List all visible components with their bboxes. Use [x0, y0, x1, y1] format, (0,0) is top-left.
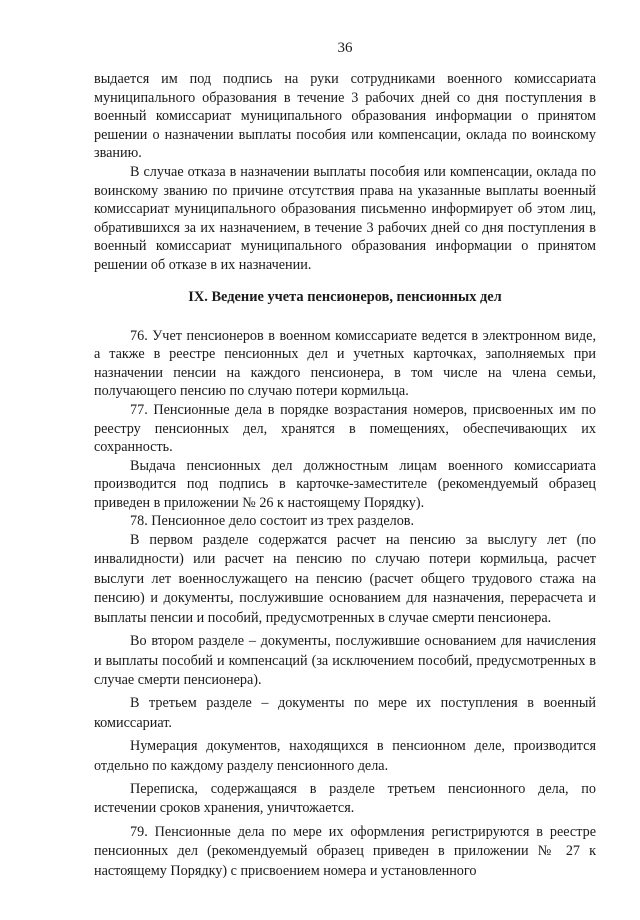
paragraph: Во втором разделе – документы, послужившие основанием для начисления и выплаты пособий и компенсаций (за исключением пособий, предусмотренных в случае смерти пенсионера). — [94, 633, 596, 688]
document-body — [94, 70, 596, 881]
section-heading: IX. Ведение учета пенсионеров, пенсионных дел — [188, 288, 502, 305]
page-number: 36 — [337, 40, 353, 56]
paragraph: Выдача пенсионных дел должностным лицам военного комиссариата производится под подпись в карточке-заместителе (рекомендуемый образец приведен в приложении № 26 к настоящему Порядку). — [94, 457, 596, 511]
paragraph-79: 79. Пенсионные дела по мере их оформления регистрируются в реестре пенсионных дел (рекомендуемый образец приведен в приложении № 27 к настоящему Порядку) с присвоением номера и установленного — [94, 823, 596, 879]
paragraph-78: 78. Пенсионное дело состоит из трех разделов. — [130, 513, 415, 530]
paragraph-76: 76. Учет пенсионеров в военном комиссариате ведется в электронном виде, а также в реестре пенсионных дел и учетных карточках, заполняемых при назначении пенсии на каждого пенсионера, в том числе на члена семьи, получающего пенсию по случаю потери кормильца. — [94, 327, 596, 400]
paragraph: Нумерация документов, находящихся в пенсионном деле, производится отдельно по каждому разделу пенсионного дела. — [94, 738, 596, 774]
paragraph: Переписка, содержащаяся в разделе третьем пенсионного дела, по истечении сроков хранения, уничтожается. — [94, 780, 596, 817]
paragraph: В случае отказа в назначении выплаты пособия или компенсации, оклада по воинскому званию по причине отсутствия права на указанные выплаты военный комиссариат муниципального образования письменно информирует об этом лиц, обратившихся за их назначением, в течение 3 рабочих дней со дня поступления в военный комиссариат муниципального образования информации о принятом решении об отказе в их назначении. — [94, 163, 596, 273]
paragraph: В первом разделе содержатся расчет на пенсию за выслугу лет (по инвалидности) или расчет на пенсию по случаю потери кормильца, расчет выслуги лет военнослужащего на пенсию (расчет общего трудового стажа на пенсию) и документы, послужившие основанием для назначения, перерасчета и выплаты пенсии и пособий, предусмотренных в случае смерти пенсионера. — [94, 532, 596, 626]
document-page — [94, 0, 596, 881]
paragraph: выдается им под подпись на руки сотрудниками военного комиссариата муниципального образования в течение 3 рабочих дней со дня поступления в военный комиссариат муниципального образования информации о принятом решении о назначении выплаты пособия или компенсации, оклада по воинскому званию. — [94, 71, 596, 162]
paragraph: В третьем разделе – документы по мере их поступления в военный комиссариат. — [94, 695, 596, 731]
paragraph-77: 77. Пенсионные дела в порядке возрастания номеров, присвоенных им по реестру пенсионных дел, хранятся в помещениях, обеспечивающих их сохранность. — [94, 401, 596, 456]
